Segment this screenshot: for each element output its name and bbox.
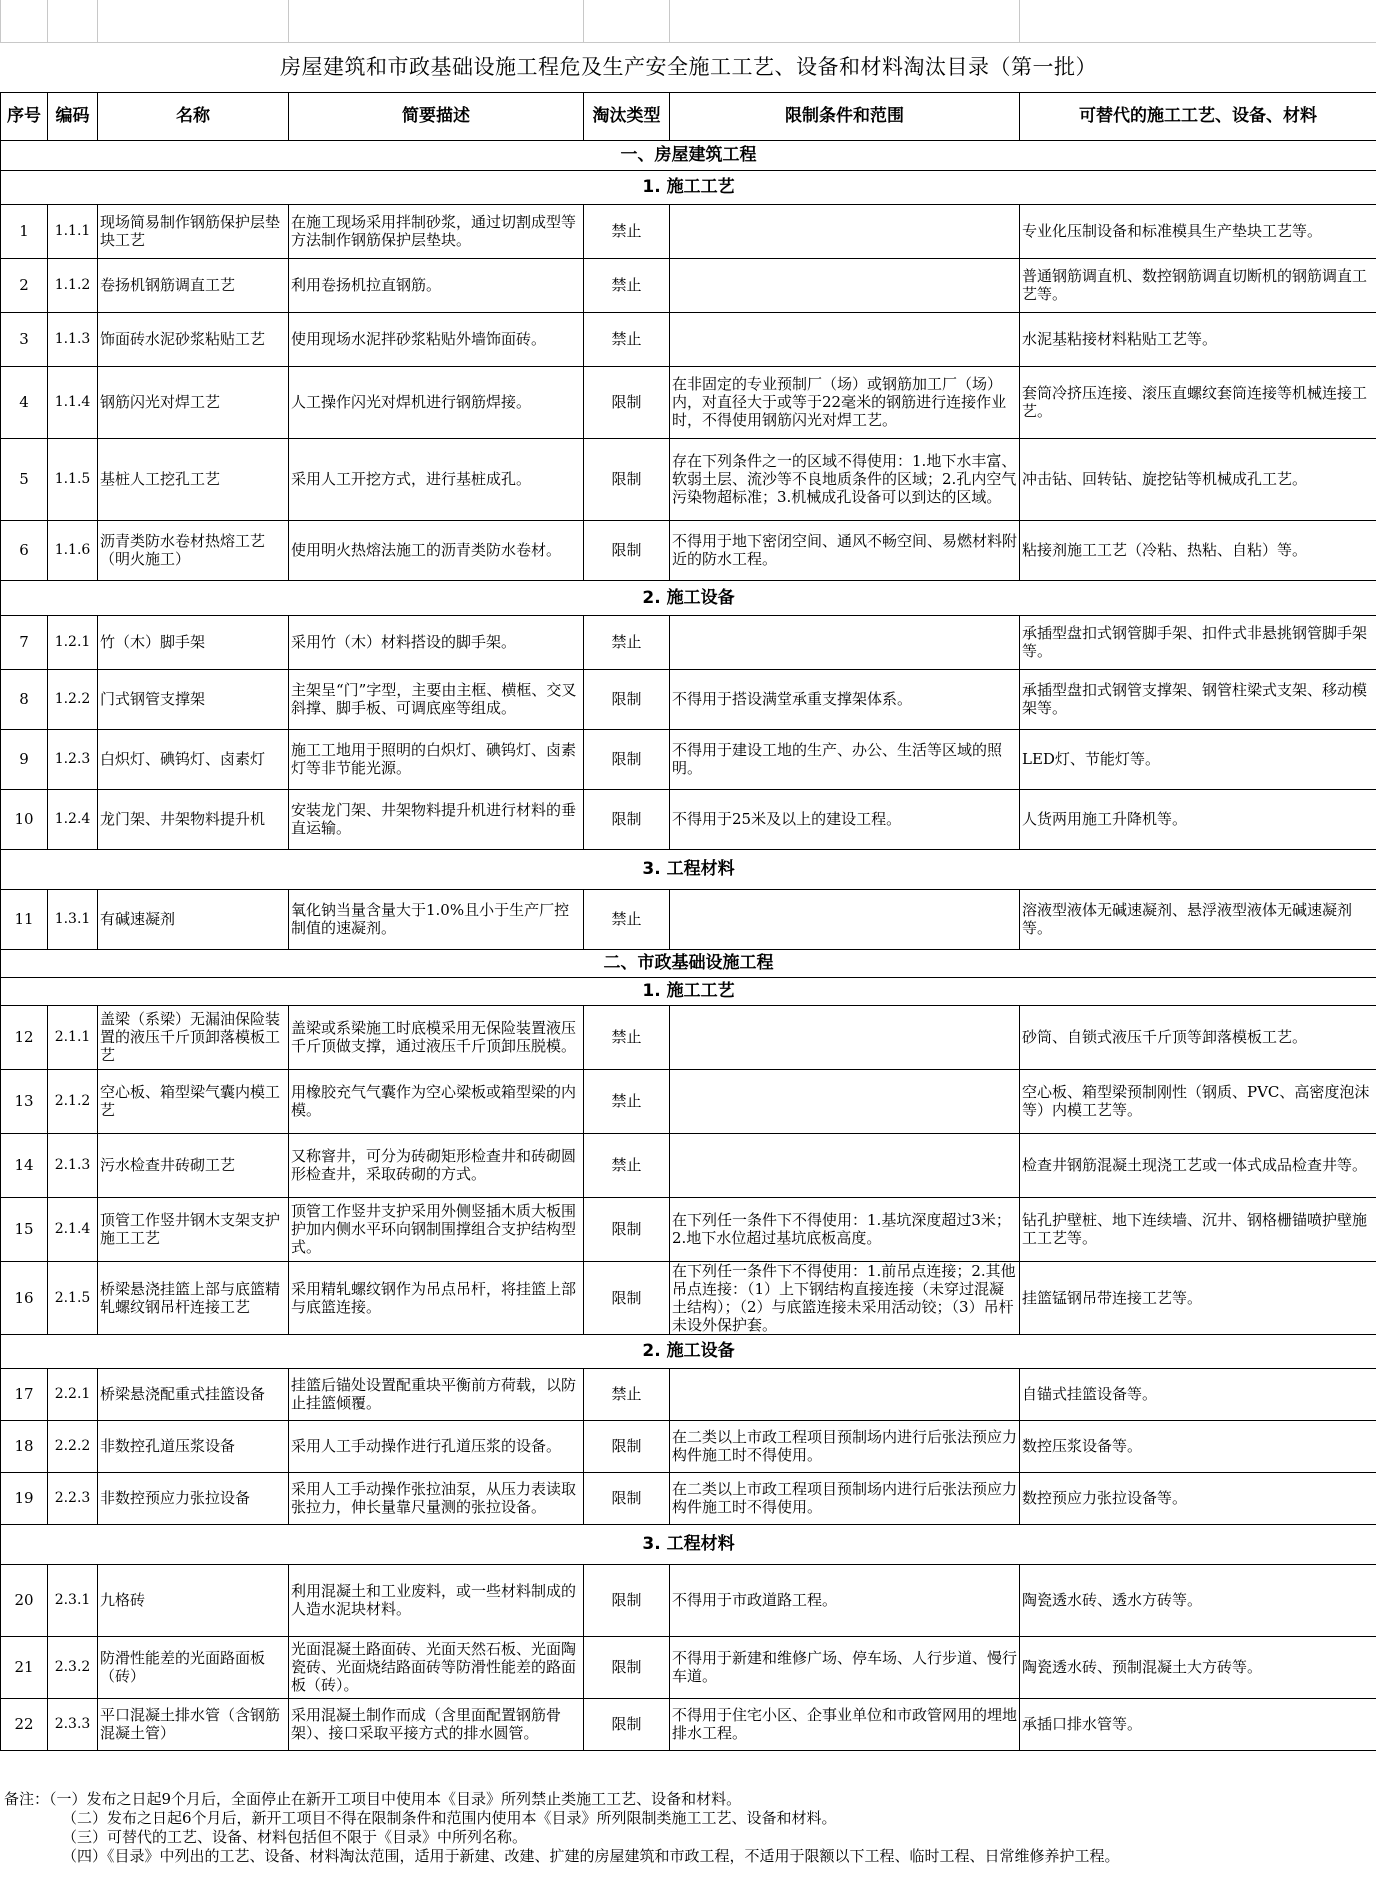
row-code: 1.1.4 — [48, 366, 98, 438]
section-title: 1. 施工工艺 — [1, 170, 1376, 204]
row-type: 限制 — [584, 366, 670, 438]
row-code: 1.3.1 — [48, 889, 98, 949]
section-title: 1. 施工工艺 — [1, 977, 1376, 1005]
row-number: 1 — [1, 204, 48, 258]
table-row — [1, 1069, 1376, 1133]
section-title: 2. 施工设备 — [1, 1334, 1376, 1368]
row-type: 限制 — [584, 1420, 670, 1472]
row-description: 采用人工手动操作张拉油泵，从压力表读取张拉力，伸长量靠尺量测的张拉设备。 — [289, 1472, 584, 1524]
row-limit: 不得用于地下密闭空间、通风不畅空间、易燃材料附近的防水工程。 — [670, 520, 1020, 580]
row-alternative: 数控压浆设备等。 — [1020, 1420, 1376, 1472]
row-description: 采用人工手动操作进行孔道压浆的设备。 — [289, 1420, 584, 1472]
row-name: 竹（木）脚手架 — [98, 615, 289, 669]
row-type: 限制 — [584, 1261, 670, 1334]
row-type: 禁止 — [584, 615, 670, 669]
row-code: 2.1.3 — [48, 1133, 98, 1197]
row-code: 2.1.4 — [48, 1197, 98, 1261]
row-type: 禁止 — [584, 258, 670, 312]
row-type: 限制 — [584, 1636, 670, 1698]
row-alternative: 钻孔护壁桩、地下连续墙、沉井、钢格栅锚喷护壁施工工艺等。 — [1020, 1197, 1376, 1261]
row-code: 1.1.5 — [48, 438, 98, 520]
note-text-1: （一）发布之日起9个月后，全面停止在新开工项目中使用本《目录》所列禁止类施工工艺、设备和材料。 — [49, 1790, 742, 1808]
row-description: 光面混凝土路面砖、光面天然石板、光面陶瓷砖、光面烧结路面砖等防滑性能差的路面板（砖）。 — [289, 1636, 584, 1698]
row-alternative: 空心板、箱型梁预制刚性（钢质、PVC、高密度泡沫等）内模工艺等。 — [1020, 1069, 1376, 1133]
header-desc: 简要描述 — [289, 92, 584, 140]
header-alt: 可替代的施工工艺、设备、材料 — [1020, 92, 1376, 140]
row-name: 桥梁悬浇配重式挂篮设备 — [98, 1368, 289, 1420]
row-name: 九格砖 — [98, 1564, 289, 1636]
row-limit — [670, 889, 1020, 949]
row-alternative: 承插口排水管等。 — [1020, 1698, 1376, 1750]
section-row — [1, 849, 1376, 889]
table-row — [1, 1368, 1376, 1420]
row-number: 6 — [1, 520, 48, 580]
row-code: 2.1.2 — [48, 1069, 98, 1133]
row-limit — [670, 615, 1020, 669]
notes — [4, 1790, 1372, 1866]
row-name: 白炽灯、碘钨灯、卤素灯 — [98, 729, 289, 789]
header-name: 名称 — [98, 92, 289, 140]
row-limit: 不得用于住宅小区、企事业单位和市政管网用的埋地排水工程。 — [670, 1698, 1020, 1750]
row-type: 禁止 — [584, 1069, 670, 1133]
note-line-4: （四）《目录》中列出的工艺、设备、材料淘汰范围，适用于新建、改建、扩建的房屋建筑和市政工程，不适用于限额以下工程、临时工程、日常维修养护工程。 — [62, 1847, 1120, 1865]
row-name: 防滑性能差的光面路面板（砖） — [98, 1636, 289, 1698]
section-row — [1, 580, 1376, 615]
table-row — [1, 1472, 1376, 1524]
row-type: 限制 — [584, 438, 670, 520]
row-type: 限制 — [584, 669, 670, 729]
row-number: 16 — [1, 1261, 48, 1334]
table-row — [1, 729, 1376, 789]
note-line-3: （三）可替代的工艺、设备、材料包括但不限于《目录》中所列名称。 — [62, 1828, 528, 1846]
row-alternative: 承插型盘扣式钢管脚手架、扣件式非悬挑钢管脚手架等。 — [1020, 615, 1376, 669]
header-row — [1, 92, 1376, 140]
row-alternative: 砂筒、自锁式液压千斤顶等卸落模板工艺。 — [1020, 1005, 1376, 1069]
row-number: 11 — [1, 889, 48, 949]
row-description: 又称窨井，可分为砖砌矩形检查井和砖砌圆形检查井，采取砖砌的方式。 — [289, 1133, 584, 1197]
row-alternative: 普通钢筋调直机、数控钢筋调直切断机的钢筋调直工艺等。 — [1020, 258, 1376, 312]
row-name: 非数控孔道压浆设备 — [98, 1420, 289, 1472]
row-limit: 在非固定的专业预制厂（场）或钢筋加工厂（场）内，对直径大于或等于22毫米的钢筋进行连接作业时，不得使用钢筋闪光对焊工艺。 — [670, 366, 1020, 438]
row-type: 限制 — [584, 789, 670, 849]
row-code: 1.2.2 — [48, 669, 98, 729]
row-type: 限制 — [584, 1698, 670, 1750]
row-limit: 不得用于新建和维修广场、停车场、人行步道、慢行车道。 — [670, 1636, 1020, 1698]
row-code: 1.2.3 — [48, 729, 98, 789]
row-description: 人工操作闪光对焊机进行钢筋焊接。 — [289, 366, 584, 438]
row-number: 22 — [1, 1698, 48, 1750]
table-row — [1, 669, 1376, 729]
row-code: 2.1.1 — [48, 1005, 98, 1069]
table-row — [1, 1564, 1376, 1636]
table-row — [1, 1420, 1376, 1472]
header-type: 淘汰类型 — [584, 92, 670, 140]
row-code: 1.1.6 — [48, 520, 98, 580]
row-alternative: 承插型盘扣式钢管支撑架、钢管柱梁式支架、移动模架等。 — [1020, 669, 1376, 729]
row-alternative: 水泥基粘接材料粘贴工艺等。 — [1020, 312, 1376, 366]
row-limit: 在二类以上市政工程项目预制场内进行后张法预应力构件施工时不得使用。 — [670, 1420, 1020, 1472]
section-title: 3. 工程材料 — [1, 1524, 1376, 1564]
row-number: 10 — [1, 789, 48, 849]
row-type: 限制 — [584, 1472, 670, 1524]
table-row — [1, 520, 1376, 580]
row-alternative: 溶液型液体无碱速凝剂、悬浮液型液体无碱速凝剂等。 — [1020, 889, 1376, 949]
row-description: 使用现场水泥拌砂浆粘贴外墙饰面砖。 — [289, 312, 584, 366]
row-type: 限制 — [584, 729, 670, 789]
row-limit: 不得用于市政道路工程。 — [670, 1564, 1020, 1636]
row-description: 采用人工开挖方式，进行基桩成孔。 — [289, 438, 584, 520]
table-row — [1, 1261, 1376, 1334]
part-title: 二、市政基础设施工程 — [1, 949, 1376, 977]
row-code: 1.1.3 — [48, 312, 98, 366]
row-description: 采用精轧螺纹钢作为吊点吊杆，将挂篮上部与底篮连接。 — [289, 1261, 584, 1334]
row-code: 2.1.5 — [48, 1261, 98, 1334]
row-name: 桥梁悬浇挂篮上部与底篮精轧螺纹钢吊杆连接工艺 — [98, 1261, 289, 1334]
row-alternative: 人货两用施工升降机等。 — [1020, 789, 1376, 849]
row-code: 2.2.2 — [48, 1420, 98, 1472]
row-alternative: 挂篮锰钢吊带连接工艺等。 — [1020, 1261, 1376, 1334]
row-code: 1.1.1 — [48, 204, 98, 258]
row-code: 1.2.1 — [48, 615, 98, 669]
row-description: 安装龙门架、井架物料提升机进行材料的垂直运输。 — [289, 789, 584, 849]
row-number: 4 — [1, 366, 48, 438]
table-row — [1, 1133, 1376, 1197]
row-limit — [670, 204, 1020, 258]
section-row — [1, 170, 1376, 204]
table-row — [1, 789, 1376, 849]
header-limit: 限制条件和范围 — [670, 92, 1020, 140]
row-number: 15 — [1, 1197, 48, 1261]
row-alternative: 数控预应力张拉设备等。 — [1020, 1472, 1376, 1524]
row-description: 使用明火热熔法施工的沥青类防水卷材。 — [289, 520, 584, 580]
row-alternative: LED灯、节能灯等。 — [1020, 729, 1376, 789]
section-row — [1, 977, 1376, 1005]
row-name: 污水检查井砖砌工艺 — [98, 1133, 289, 1197]
row-alternative: 自锚式挂篮设备等。 — [1020, 1368, 1376, 1420]
part-row — [1, 949, 1376, 977]
row-description: 盖梁或系梁施工时底模采用无保险装置液压千斤顶做支撑，通过液压千斤顶卸压脱模。 — [289, 1005, 584, 1069]
row-alternative: 冲击钻、回转钻、旋挖钻等机械成孔工艺。 — [1020, 438, 1376, 520]
row-alternative: 套筒冷挤压连接、滚压直螺纹套筒连接等机械连接工艺。 — [1020, 366, 1376, 438]
row-type: 禁止 — [584, 889, 670, 949]
title-row — [1, 42, 1376, 92]
section-title: 2. 施工设备 — [1, 580, 1376, 615]
row-number: 3 — [1, 312, 48, 366]
row-description: 氧化钠当量含量大于1.0%且小于生产厂控制值的速凝剂。 — [289, 889, 584, 949]
row-name: 空心板、箱型梁气囊内模工艺 — [98, 1069, 289, 1133]
row-number: 7 — [1, 615, 48, 669]
row-name: 基桩人工挖孔工艺 — [98, 438, 289, 520]
row-number: 2 — [1, 258, 48, 312]
row-limit: 在二类以上市政工程项目预制场内进行后张法预应力构件施工时不得使用。 — [670, 1472, 1020, 1524]
row-limit: 不得用于25米及以上的建设工程。 — [670, 789, 1020, 849]
row-alternative: 检查井钢筋混凝土现浇工艺或一体式成品检查井等。 — [1020, 1133, 1376, 1197]
row-description: 施工工地用于照明的白炽灯、碘钨灯、卤素灯等非节能光源。 — [289, 729, 584, 789]
note-line-1 — [4, 1790, 1372, 1809]
row-number: 9 — [1, 729, 48, 789]
row-limit — [670, 1133, 1020, 1197]
row-alternative: 陶瓷透水砖、预制混凝土大方砖等。 — [1020, 1636, 1376, 1698]
row-description: 主架呈“门”字型，主要由主框、横框、交叉斜撑、脚手板、可调底座等组成。 — [289, 669, 584, 729]
row-number: 21 — [1, 1636, 48, 1698]
row-code: 2.3.2 — [48, 1636, 98, 1698]
row-number: 20 — [1, 1564, 48, 1636]
row-code: 2.2.3 — [48, 1472, 98, 1524]
section-row — [1, 1524, 1376, 1564]
table-row — [1, 1005, 1376, 1069]
row-number: 12 — [1, 1005, 48, 1069]
row-type: 限制 — [584, 520, 670, 580]
notes-label: 备注： — [4, 1790, 50, 1808]
part-title: 一、房屋建筑工程 — [1, 140, 1376, 170]
row-name: 非数控预应力张拉设备 — [98, 1472, 289, 1524]
row-limit: 存在下列条件之一的区域不得使用：1.地下水丰富、软弱土层、流沙等不良地质条件的区域；2.孔内空气污染物超标准；3.机械成孔设备可以到达的区域。 — [670, 438, 1020, 520]
row-number: 5 — [1, 438, 48, 520]
row-type: 禁止 — [584, 1133, 670, 1197]
row-number: 18 — [1, 1420, 48, 1472]
part-row — [1, 140, 1376, 170]
row-type: 限制 — [584, 1564, 670, 1636]
row-name: 有碱速凝剂 — [98, 889, 289, 949]
row-name: 龙门架、井架物料提升机 — [98, 789, 289, 849]
note-line-2: （二）发布之日起6个月后，新开工项目不得在限制条件和范围内使用本《目录》所列限制类施工工艺、设备和材料。 — [62, 1809, 837, 1827]
row-number: 19 — [1, 1472, 48, 1524]
row-type: 禁止 — [584, 1368, 670, 1420]
row-type: 禁止 — [584, 312, 670, 366]
row-description: 顶管工作竖井支护采用外侧竖插木质大板围护加内侧水平环向钢制围撑组合支护结构型式。 — [289, 1197, 584, 1261]
row-name: 沥青类防水卷材热熔工艺（明火施工） — [98, 520, 289, 580]
row-code: 1.2.4 — [48, 789, 98, 849]
row-number: 8 — [1, 669, 48, 729]
row-name: 盖梁（系梁）无漏油保险装置的液压千斤顶卸落模板工艺 — [98, 1005, 289, 1069]
table-row — [1, 615, 1376, 669]
row-limit — [670, 1069, 1020, 1133]
empty-top-row — [1, 0, 1376, 42]
row-description: 挂篮后锚处设置配重块平衡前方荷载，以防止挂篮倾覆。 — [289, 1368, 584, 1420]
row-type: 限制 — [584, 1197, 670, 1261]
row-alternative: 专业化压制设备和标准模具生产垫块工艺等。 — [1020, 204, 1376, 258]
page-title: 房屋建筑和市政基础设施工程危及生产安全施工工艺、设备和材料淘汰目录（第一批） — [1, 42, 1376, 92]
row-description: 在施工现场采用拌制砂浆，通过切割成型等方法制作钢筋保护层垫块。 — [289, 204, 584, 258]
table-row — [1, 438, 1376, 520]
row-alternative: 陶瓷透水砖、透水方砖等。 — [1020, 1564, 1376, 1636]
row-limit — [670, 1005, 1020, 1069]
table-row — [1, 312, 1376, 366]
row-description: 采用竹（木）材料搭设的脚手架。 — [289, 615, 584, 669]
row-description: 利用卷扬机拉直钢筋。 — [289, 258, 584, 312]
table-row — [1, 366, 1376, 438]
header-code: 编码 — [48, 92, 98, 140]
row-type: 禁止 — [584, 1005, 670, 1069]
row-number: 17 — [1, 1368, 48, 1420]
table-row — [1, 1698, 1376, 1750]
table-row — [1, 204, 1376, 258]
row-type: 禁止 — [584, 204, 670, 258]
row-description: 用橡胶充气气囊作为空心梁板或箱型梁的内模。 — [289, 1069, 584, 1133]
row-number: 13 — [1, 1069, 48, 1133]
section-row — [1, 1334, 1376, 1368]
table-row — [1, 1197, 1376, 1261]
row-name: 顶管工作竖井钢木支架支护施工工艺 — [98, 1197, 289, 1261]
row-limit — [670, 1368, 1020, 1420]
row-limit: 不得用于搭设满堂承重支撑架体系。 — [670, 669, 1020, 729]
row-name: 卷扬机钢筋调直工艺 — [98, 258, 289, 312]
row-name: 门式钢管支撑架 — [98, 669, 289, 729]
row-limit — [670, 312, 1020, 366]
row-description: 利用混凝土和工业废料，或一些材料制成的人造水泥块材料。 — [289, 1564, 584, 1636]
row-name: 现场简易制作钢筋保护层垫块工艺 — [98, 204, 289, 258]
row-code: 2.2.1 — [48, 1368, 98, 1420]
row-number: 14 — [1, 1133, 48, 1197]
row-alternative: 粘接剂施工工艺（冷粘、热粘、自粘）等。 — [1020, 520, 1376, 580]
row-name: 饰面砖水泥砂浆粘贴工艺 — [98, 312, 289, 366]
row-code: 2.3.3 — [48, 1698, 98, 1750]
table-row — [1, 258, 1376, 312]
row-name: 平口混凝土排水管（含钢筋混凝土管） — [98, 1698, 289, 1750]
section-title: 3. 工程材料 — [1, 849, 1376, 889]
row-limit: 在下列任一条件下不得使用：1.前吊点连接；2.其他吊点连接：（1）上下钢结构直接连接（未穿过混凝土结构）；（2）与底篮连接未采用活动铰；（3）吊杆未设外保护套。 — [670, 1261, 1020, 1334]
table-row — [1, 889, 1376, 949]
header-no: 序号 — [1, 92, 48, 140]
row-limit: 在下列任一条件下不得使用：1.基坑深度超过3米；2.地下水位超过基坑底板高度。 — [670, 1197, 1020, 1261]
row-name: 钢筋闪光对焊工艺 — [98, 366, 289, 438]
row-limit — [670, 258, 1020, 312]
table-row — [1, 1636, 1376, 1698]
row-code: 1.1.2 — [48, 258, 98, 312]
row-description: 采用混凝土制作而成（含里面配置钢筋骨架）、接口采取平接方式的排水圆管。 — [289, 1698, 584, 1750]
row-code: 2.3.1 — [48, 1564, 98, 1636]
row-limit: 不得用于建设工地的生产、办公、生活等区域的照明。 — [670, 729, 1020, 789]
